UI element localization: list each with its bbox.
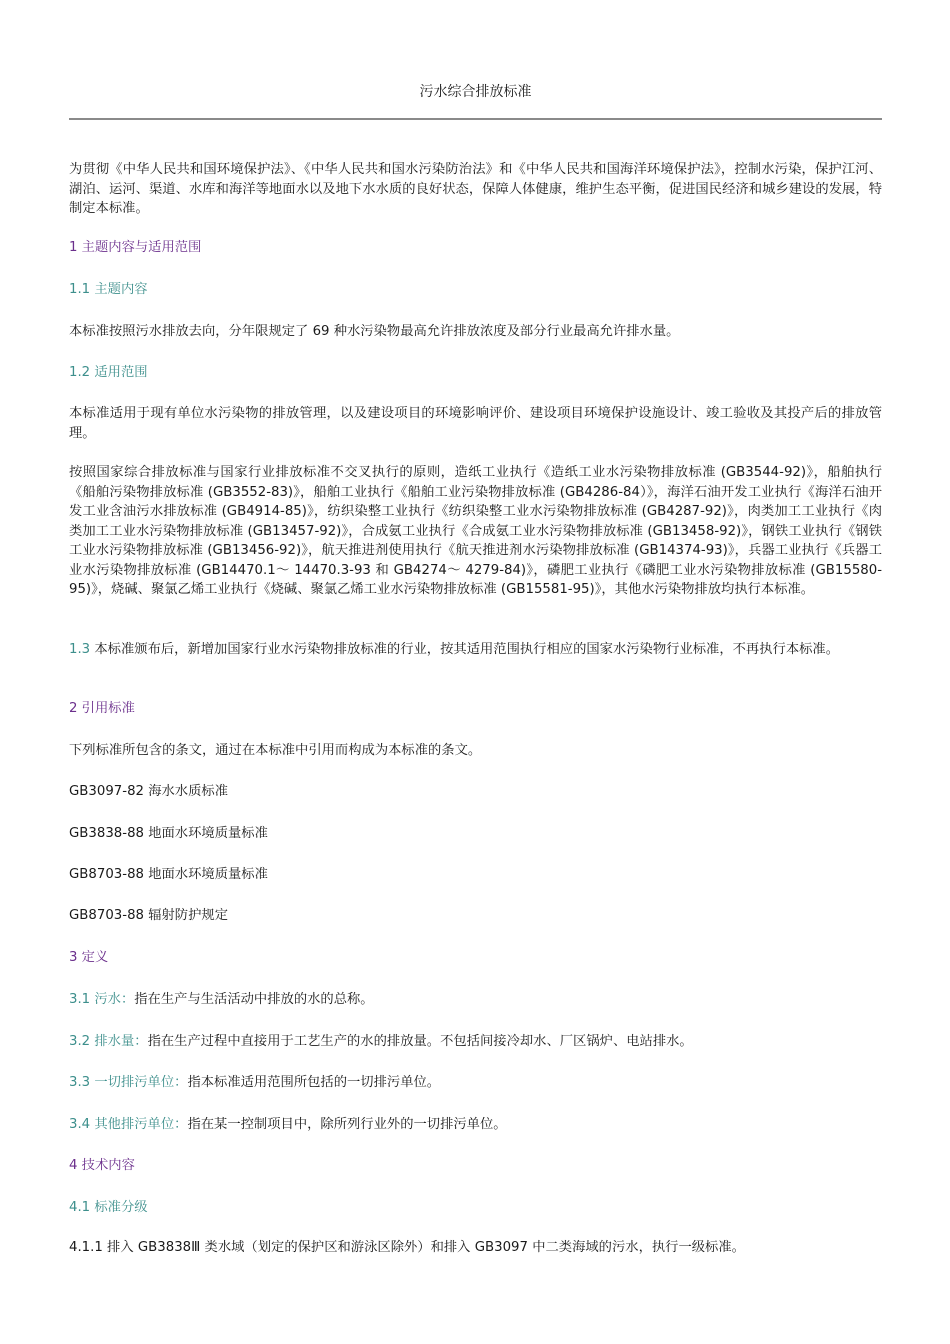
section-1-1-heading: 1.1 主题内容 [69, 282, 148, 297]
section-4-1-1-text: 4.1.1 排入 GB3838Ⅲ 类水域（划定的保护区和游泳区除外）和排入 GB3097 中二类海域的污水，执行一级标准。 [69, 1240, 745, 1255]
definition-item [69, 990, 882, 1010]
section-4-1-heading: 4.1 标准分级 [69, 1200, 148, 1215]
section-3-heading: 3 定义 [69, 950, 109, 965]
definition-label: 3.3 一切排污单位： [69, 1075, 188, 1090]
section-2-heading: 2 引用标准 [69, 701, 135, 716]
page-title: 污水综合排放标准 [419, 84, 532, 100]
reference-item: GB8703-88 地面水环境质量标准 [69, 867, 268, 882]
intro-paragraph: 为贯彻《中华人民共和国环境保护法》、《中华人民共和国水污染防治法》和《中华人民共和国海洋环境保护法》，控制水污染，保护江河、湖泊、运河、渠道、水库和海洋等地面水以及地下水水质的良好状态，保障人体健康，维护生态平衡，促进国民经济和城乡建设的发展，特制定本标准。 [69, 162, 882, 216]
definition-text: 指在生产过程中直接用于工艺生产的水的排放量。不包括间接冷却水、厂区锅炉、电站排水。 [147, 1034, 693, 1049]
section-1-3-text: 本标准颁布后，新增加国家行业水污染物排放标准的行业，按其适用范围执行相应的国家水污染物行业标准，不再执行本标准。 [90, 642, 840, 657]
section-1-2-heading: 1.2 适用范围 [69, 365, 148, 380]
definition-text: 指本标准适用范围所包括的一切排污单位。 [187, 1075, 441, 1090]
header-divider [69, 118, 882, 120]
definition-text: 指在某一控制项目中，除所列行业外的一切排污单位。 [187, 1117, 507, 1132]
section-1-3-paragraph [69, 640, 882, 660]
definition-item [69, 1115, 882, 1135]
reference-item: GB3838-88 地面水环境质量标准 [69, 826, 268, 841]
definition-text: 指在生产与生活活动中排放的水的总称。 [134, 992, 374, 1007]
section-1-1-text: 本标准按照污水排放去向，分年限规定了 69 种水污染物最高允许排放浓度及部分行业最高允许排水量。 [69, 324, 680, 339]
definition-item [69, 1073, 882, 1093]
section-1-2-paragraph-2: 按照国家综合排放标准与国家行业排放标准不交叉执行的原则，造纸工业执行《造纸工业水污染物排放标准 (GB3544-92)》，船舶执行《船舶污染物排放标准 (GB3552-83)》，船舶工业执行《船舶工业污染物排放标准 (GB4286-84）》，海洋石油开发工业执行《海洋石油开发工业含油污水排放标准 (GB4914-85)》，纺织染整工业执行《纺织染整工业水污染物排放标准 (GB4287-92)》，肉类加工工业执行《肉类加工工业水污染物排放标准 (GB13457-92)》，合成氨工业执行《合成氨工业水污染物排放标准 (GB13458-92)》，钢铁工业执行《钢铁工业水污染物排放标准 (GB13456-92)》，航天推进剂使用执行《航天推进剂水污染物排放标准 (GB14374-93)》，兵器工业执行《兵器工业水污染物排放标准 (GB14470.1～ 14470.3-93 和 GB4274～ 4279-84)》，磷肥工业执行《磷肥工业水污染物排放标准 (GB15580-95)》，烧碱、聚氯乙烯工业执行《烧碱、聚氯乙烯工业水污染物排放标准 (GB15581-95)》，其他水污染物排放均执行本标准。 [69, 465, 883, 597]
reference-item: GB8703-88 辐射防护规定 [69, 908, 228, 923]
section-1-heading: 1 主题内容与适用范围 [69, 240, 202, 255]
reference-item: GB3097-82 海水水质标准 [69, 784, 228, 799]
section-1-3-label: 1.3 [69, 642, 91, 657]
section-2-intro: 下列标准所包含的条文，通过在本标准中引用而构成为本标准的条文。 [69, 743, 482, 758]
definition-label: 3.4 其他排污单位： [69, 1117, 188, 1132]
definition-label: 3.1 污水： [69, 992, 135, 1007]
section-1-2-paragraph-1: 本标准适用于现有单位水污染物的排放管理，以及建设项目的环境影响评价、建设项目环境保护设施设计、竣工验收及其投产后的排放管理。 [69, 406, 882, 441]
section-4-heading: 4 技术内容 [69, 1158, 135, 1173]
definition-item [69, 1032, 882, 1052]
definition-label: 3.2 排水量： [69, 1034, 148, 1049]
